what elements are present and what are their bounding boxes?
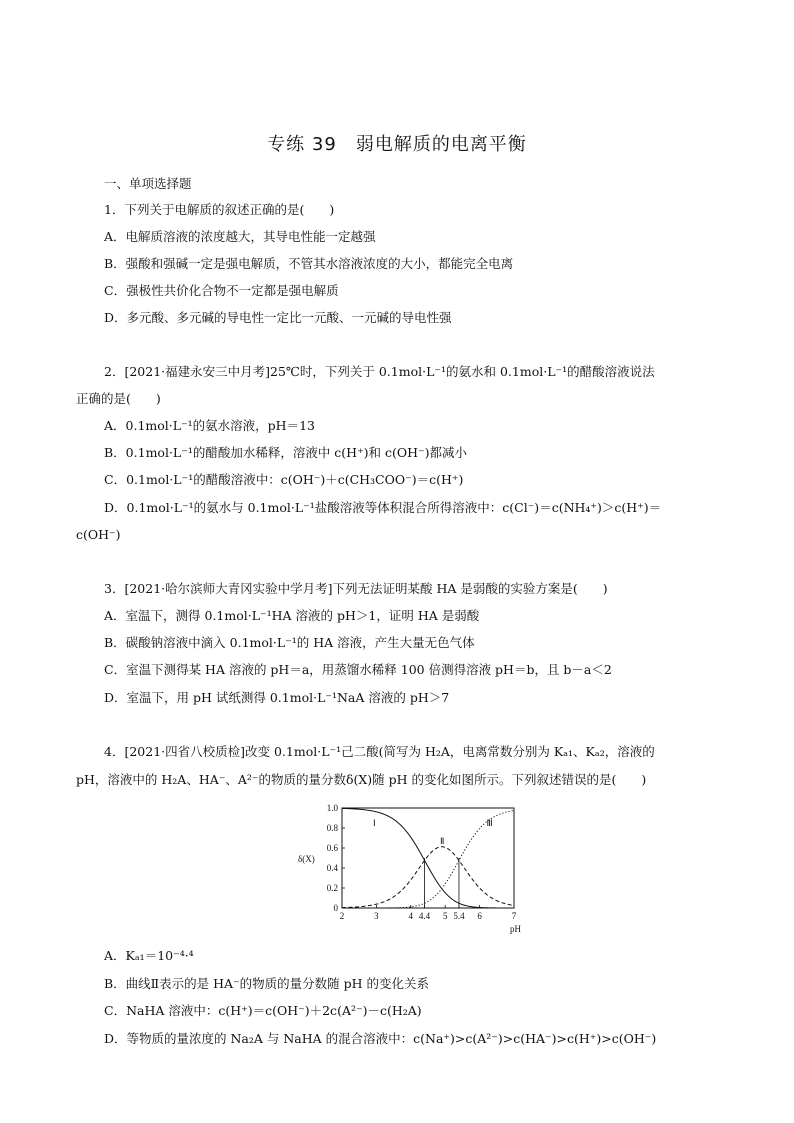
x-tick-label: 4.4: [418, 911, 431, 921]
section-heading: 一、单项选择题: [104, 176, 192, 191]
q2-option-b: B．0.1mol·L⁻¹的醋酸加水稀释，溶液中 c(H⁺)和 c(OH⁻)都减小: [104, 445, 468, 460]
y-tick-label: 0.4: [326, 863, 338, 873]
q2-option-a: A．0.1mol·L⁻¹的氨水溶液，pH＝13: [104, 418, 315, 433]
y-tick-label: 0.6: [326, 843, 338, 853]
q1-option-c: C．强极性共价化合物不一定都是强电解质: [104, 283, 339, 298]
x-tick-label: 2: [339, 911, 345, 921]
q3-option-d: D．室温下，用 pH 试纸测得 0.1mol·L⁻¹NaA 溶液的 pH＞7: [104, 690, 450, 705]
x-tick-label: 4: [408, 911, 414, 921]
series-label: Ⅰ: [372, 818, 376, 828]
q4-stem-line2: pH，溶液中的 H₂A、HA⁻、A²⁻的物质的量分数δ(X)随 pH 的变化如图所示。下列叙述错误的是( ): [76, 772, 647, 787]
series-label: Ⅱ: [440, 836, 445, 846]
y-axis-label: δ(X): [298, 854, 315, 864]
q2-option-d-line1: D．0.1mol·L⁻¹的氨水与 0.1mol·L⁻¹盐酸溶液等体积混合所得溶液中：c(Cl⁻)＝c(NH₄⁺)＞c(H⁺)＝: [104, 500, 662, 515]
x-tick-label: 6: [477, 911, 482, 921]
q4-option-b: B．曲线Ⅱ表示的是 HA⁻的物质的量分数随 pH 的变化关系: [104, 976, 430, 991]
speciation-chart: [292, 800, 532, 940]
q2-option-c: C．0.1mol·L⁻¹的醋酸溶液中：c(OH⁻)＋c(CH₃COO⁻)＝c(H⁺): [104, 472, 464, 487]
y-tick-label: 0: [333, 903, 338, 913]
q4-option-a: A．Kₐ₁＝10⁻⁴·⁴: [104, 948, 194, 963]
q2-option-d-line2: c(OH⁻): [76, 527, 121, 542]
x-tick-label: 7: [511, 911, 517, 921]
q1-option-d: D．多元酸、多元碱的导电性一定比一元酸、一元碱的导电性强: [104, 310, 452, 325]
q3-option-b: B．碳酸钠溶液中滴入 0.1mol·L⁻¹的 HA 溶液，产生大量无色气体: [104, 635, 475, 650]
x-tick-label: 5: [442, 911, 448, 921]
q3-option-c: C．室温下测得某 HA 溶液的 pH＝a，用蒸馏水稀释 100 倍测得溶液 pH＝b，且 b－a＜2: [104, 662, 612, 677]
series-curve-2: [342, 847, 514, 908]
series-label: Ⅲ: [486, 818, 493, 828]
q2-stem-line1: 2．[2021·福建永安三中月考]25℃时，下列关于 0.1mol·L⁻¹的氨水和 0.1mol·L⁻¹的醋酸溶液说法: [104, 364, 655, 379]
q4-option-c: C．NaHA 溶液中：c(H⁺)＝c(OH⁻)＋2c(A²⁻)－c(H₂A): [104, 1003, 422, 1018]
y-tick-label: 0.8: [326, 823, 338, 833]
q1-stem: 1．下列关于电解质的叙述正确的是( ): [104, 202, 335, 217]
y-tick-label: 1.0: [326, 803, 338, 813]
q4-stem-line1: 4．[2021·四省八校质检]改变 0.1mol·L⁻¹己二酸(简写为 H₂A，电离常数分别为 Kₐ₁、Kₐ₂，溶液的: [104, 744, 655, 759]
speciation-chart-svg: [292, 800, 532, 940]
page-title: 专练 39 弱电解质的电离平衡: [267, 134, 527, 155]
x-tick-label: 3: [374, 911, 379, 921]
x-tick-label: 5.4: [453, 911, 465, 921]
q1-option-b: B．强酸和强碱一定是强电解质，不管其水溶液浓度的大小，都能完全电离: [104, 256, 514, 271]
q2-stem-line2: 正确的是( ): [76, 391, 161, 406]
y-tick-label: 0.2: [326, 883, 338, 893]
q1-option-a: A．电解质溶液的浓度越大，其导电性能一定越强: [104, 229, 376, 244]
q4-option-d: D．等物质的量浓度的 Na₂A 与 NaHA 的混合溶液中：c(Na⁺)>c(A²⁻)>c(HA⁻)>c(H⁺)>c(OH⁻): [104, 1031, 657, 1046]
q3-option-a: A．室温下，测得 0.1mol·L⁻¹HA 溶液的 pH＞1，证明 HA 是弱酸: [104, 608, 480, 623]
q3-stem: 3．[2021·哈尔滨师大青冈实验中学月考]下列无法证明某酸 HA 是弱酸的实验方案是( ): [104, 581, 608, 596]
x-axis-label: pH: [510, 924, 521, 934]
